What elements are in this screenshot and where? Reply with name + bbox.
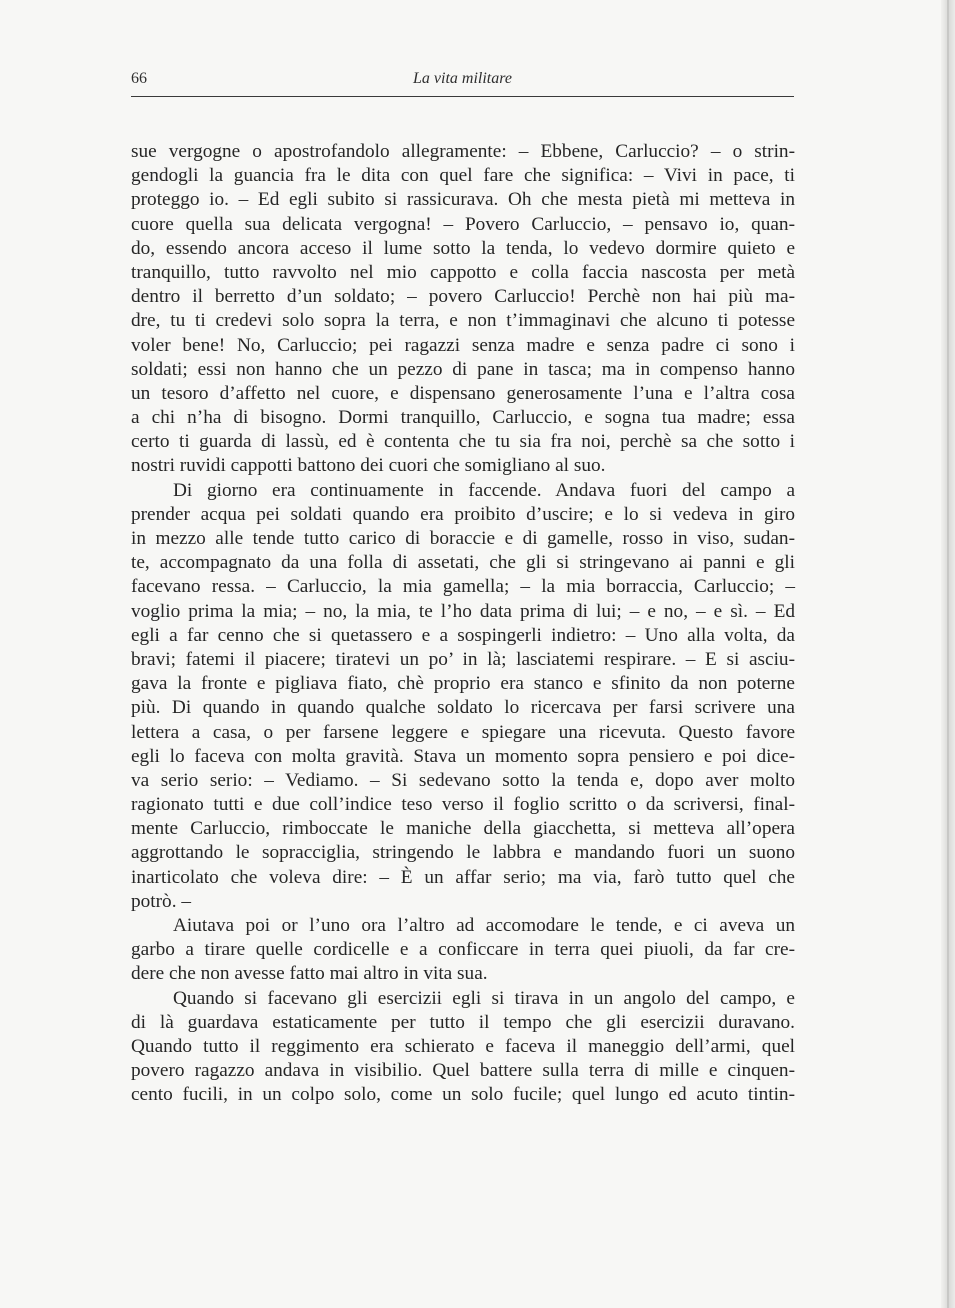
- text-line: cuore quella sua delicata vergogna! – Povero Carluccio, – pensavo io, quan-: [131, 213, 795, 235]
- text-line: povero ragazzo andava in visibilio. Quel battere sulla terra di mille e cinquen-: [131, 1060, 795, 1082]
- text-line: voler bene! No, Carluccio; pei ragazzi senza madre e senza padre ci sono i: [131, 334, 795, 356]
- text-line: inarticolato che voleva dire: – È un affar serio; ma via, farò tutto quel che: [131, 866, 795, 888]
- running-title: La vita militare: [413, 70, 512, 87]
- text-line: Aiutava poi or l’uno ora l’altro ad accomodare le tende, e ci aveva un: [173, 915, 795, 936]
- text-line: più. Di quando in quando qualche soldato lo ricercava per farsi scrivere una: [131, 697, 795, 719]
- text-line: dentro il berretto d’un soldato; – povero Carluccio! Perchè non hai più ma-: [131, 286, 795, 308]
- text-line: potrò. –: [131, 890, 191, 912]
- text-line: ragionato tutti e due coll’indice teso verso il foglio scritto o da scriversi, final-: [131, 794, 795, 816]
- text-line: aggrottando le sopracciglia, stringendo le labbra e mandando fuori un suono: [131, 842, 795, 864]
- text-line: lettera a casa, o per farsene leggere e spiegare una ricevuta. Questo favore: [131, 721, 795, 743]
- text-line: dre, tu ti credevi solo sopra la terra, e non t’immaginavi che alcuno ti potesse: [131, 310, 795, 332]
- text-line: facevano ressa. – Carluccio, la mia gamella; – la mia borraccia, Carluccio; –: [131, 576, 795, 598]
- text-line: di là guardava estaticamente per tutto il tempo che gli esercizii duravano.: [131, 1011, 795, 1033]
- text-line: bravi; fatemi il piacere; tiratevi un po’ in là; lasciatemi respirare. – E si asciu-: [131, 648, 795, 670]
- text-line: proteggo io. – Ed egli subito si rassicurava. Oh che mesta pietà mi metteva in: [131, 189, 795, 211]
- text-line: un tesoro d’affetto nel cuore, e dispensano generosamente l’una e l’altra cosa: [131, 382, 795, 404]
- text-line: in mezzo alle tende tutto carico di boraccie e di gamelle, rosso in viso, sudan-: [131, 528, 795, 549]
- text-line: tranquillo, tutto ravvolto nel mio cappotto e colla faccia nascosta per metà: [131, 261, 795, 283]
- page-edge-shadow: [941, 0, 955, 1308]
- text-line: soldati; essi non hanno che un pezzo di pane in tasca; ma in compenso hanno: [131, 358, 795, 380]
- text-line: gendogli la guancia fra le dita con quel fare che significa: – Vivi in pace, ti: [131, 165, 795, 187]
- text-line: do, essendo ancora acceso il lume sotto la tenda, lo vedevo dormire quieto e: [131, 237, 795, 259]
- text-line: te, accompagnato da una folla di assetati, che gli si stringevano ai panni e gli: [131, 552, 795, 574]
- text-line: voglio prima la mia; – no, la mia, te l’ho data prima di lui; – e no, – e sì. – Ed: [131, 600, 795, 622]
- text-line: dere che non avesse fatto mai altro in vita sua.: [131, 963, 488, 985]
- text-line: mente Carluccio, rimboccate le maniche della giacchetta, si metteva all’opera: [131, 818, 795, 840]
- page-header: [131, 70, 794, 97]
- page-number: 66: [131, 70, 147, 87]
- text-line: nostri ruvidi cappotti battono dei cuori che somigliano al suo.: [131, 455, 606, 477]
- text-line: prender acqua pei soldati quando era proibito d’uscire; e lo si vedeva in giro: [131, 503, 795, 525]
- text-line: va serio serio: – Vediamo. – Si sedevano sotto la tenda e, dopo aver molto: [131, 769, 795, 791]
- text-line: Quando si facevano gli esercizii egli si tirava in un angolo del campo, e: [173, 987, 795, 1009]
- text-line: gava la fronte e pigliava fiato, chè proprio era stanco e sfinito da non poterne: [131, 673, 795, 695]
- text-line: Di giorno era continuamente in faccende. Andava fuori del campo a: [173, 479, 795, 501]
- text-line: egli lo faceva con molta gravità. Stava un momento sopra pensiero e poi dice-: [131, 745, 795, 767]
- text-line: egli a far cenno che si quetassero e a sospingerli indietro: – Uno alla volta, da: [131, 624, 795, 646]
- text-line: cento fucili, in un colpo solo, come un solo fucile; quel lungo ed acuto tintin-: [131, 1084, 795, 1106]
- text-line: garbo a tirare quelle cordicelle e a conficcare in terra quei piuoli, da far cre-: [131, 939, 795, 961]
- body-text: [131, 140, 795, 1108]
- text-line: a chi n’ha di bisogno. Dormi tranquillo, Carluccio, e sogna tua madre; essa: [131, 407, 795, 429]
- text-line: certo ti guarda di lassù, ed è contenta che tu sia fra noi, perchè sa che sotto i: [131, 431, 795, 453]
- text-line: Quando tutto il reggimento era schierato e faceva il maneggio dell’armi, quel: [131, 1035, 795, 1057]
- text-line: sue vergogne o apostrofandolo allegramente: – Ebbene, Carluccio? – o strin-: [131, 141, 795, 162]
